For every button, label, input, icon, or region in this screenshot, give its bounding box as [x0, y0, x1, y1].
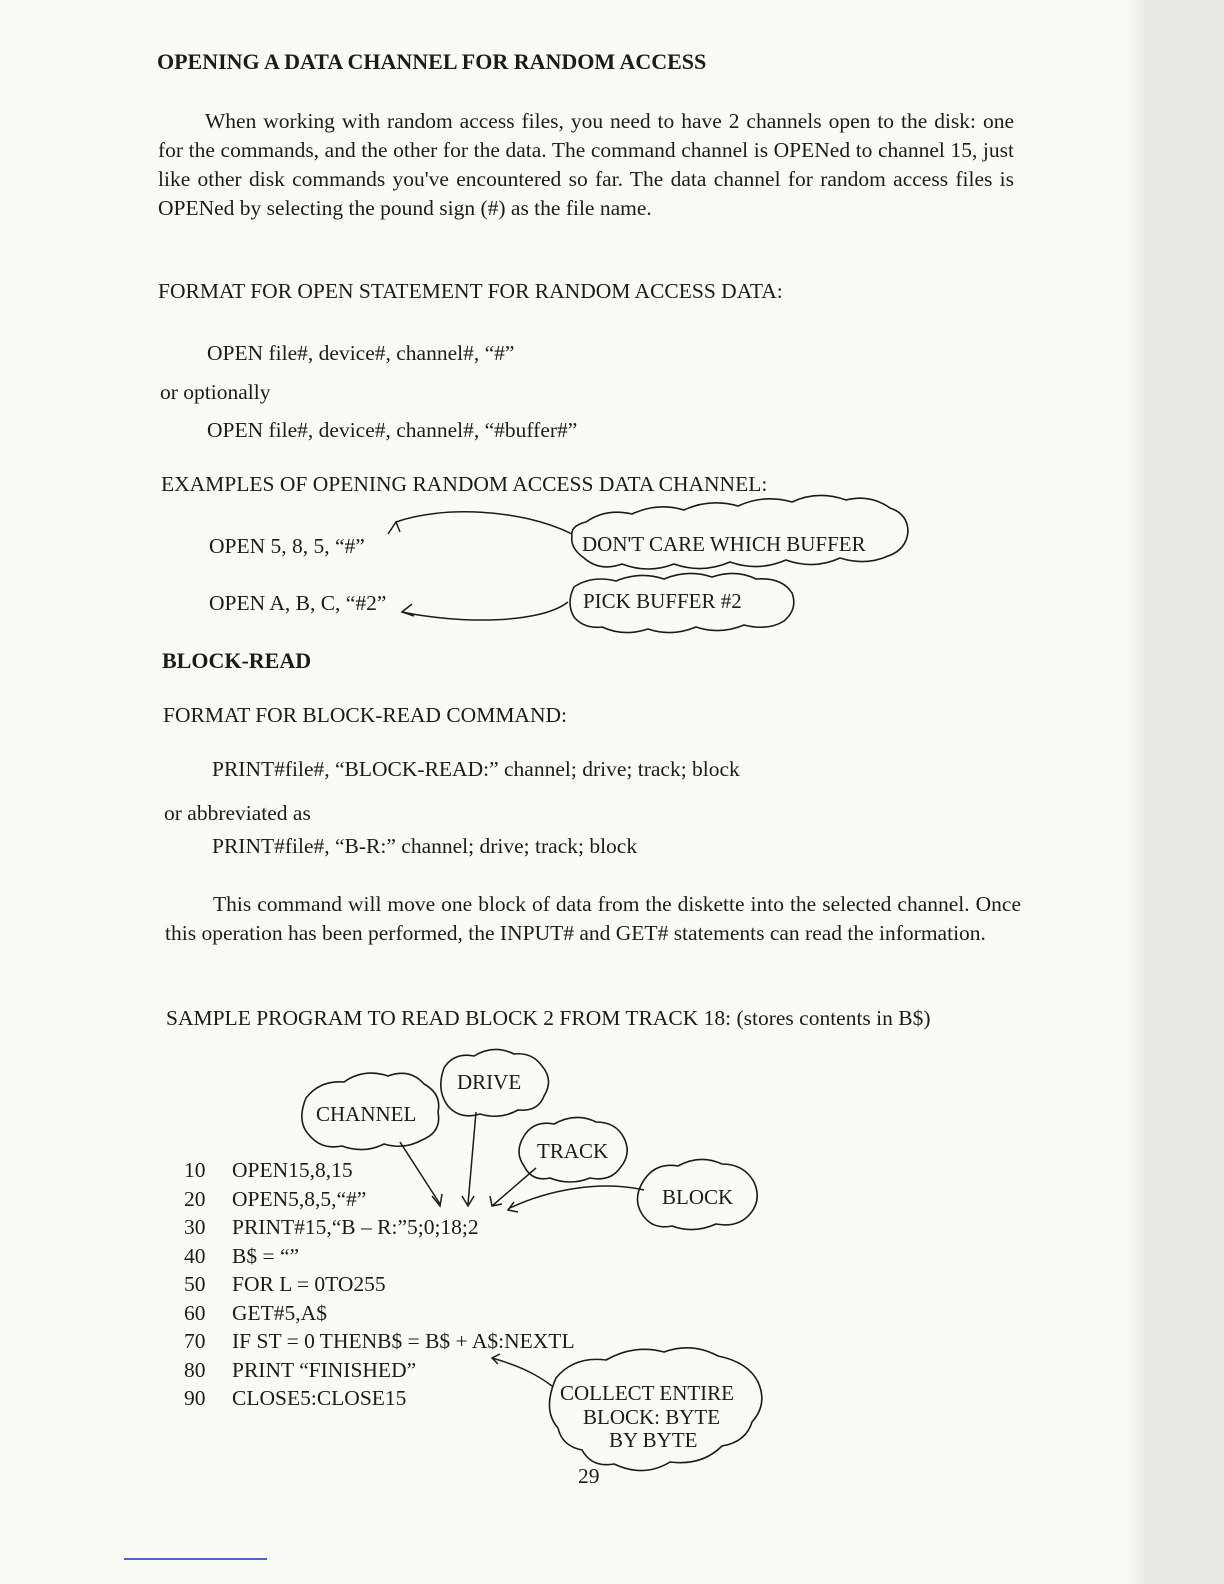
program-line-code: PRINT “FINISHED”: [232, 1357, 417, 1382]
program-line-number: 80: [184, 1357, 206, 1382]
arrowhead-dont-care: [388, 522, 400, 534]
page-number: 29: [578, 1464, 600, 1488]
cloud-track: [519, 1117, 627, 1182]
arrow-pick-buffer: [402, 602, 568, 620]
arrow-collect: [492, 1358, 552, 1386]
example-open-line-2: OPEN A, B, C, “#2”: [209, 591, 387, 615]
format-block-read-line-1: PRINT#file#, “BLOCK-READ:” channel; drive; track; block: [212, 757, 740, 781]
callout-collect-line-2: BLOCK: BYTE: [583, 1405, 721, 1429]
arrowhead-track: [490, 1196, 502, 1206]
program-line-number: 70: [184, 1329, 206, 1353]
cloud-collect-entire: [549, 1348, 761, 1471]
or-optionally-text: or optionally: [160, 380, 271, 404]
callout-block-text: BLOCK: [662, 1185, 734, 1209]
program-line-code: PRINT#15,“B – R:”5;0;18;2: [232, 1215, 479, 1239]
callout-track-text: TRACK: [537, 1139, 609, 1163]
callout-channel-text: CHANNEL: [316, 1102, 417, 1126]
cloud-pick-buffer: [570, 573, 794, 632]
cloud-drive: [441, 1049, 549, 1116]
callout-drive-text: DRIVE: [457, 1070, 522, 1094]
program-line-number: 60: [184, 1300, 206, 1325]
example-open-line-1: OPEN 5, 8, 5, “#”: [209, 534, 365, 558]
program-line-code: OPEN5,8,5,“#”: [232, 1186, 367, 1211]
program-line-number: 90: [184, 1386, 206, 1410]
program-line-number: 30: [184, 1215, 206, 1239]
callout-dont-care-text: DON'T CARE WHICH BUFFER: [582, 532, 866, 556]
block-read-paragraph-text: This command will move one block of data from the diskette into the selected channel. Once this operation has been performed, the INPUT# and GET# statements can read the information.: [165, 892, 1021, 945]
format-open-line-2: OPEN file#, device#, channel#, “#buffer#”: [207, 418, 578, 442]
arrow-drive: [468, 1112, 476, 1204]
format-open-title: FORMAT FOR OPEN STATEMENT FOR RANDOM ACCESS DATA:: [158, 279, 783, 303]
heading-block-read: BLOCK-READ: [162, 648, 312, 673]
cloud-dont-care: [572, 495, 908, 569]
margin-underline-mark: [124, 1558, 267, 1560]
callout-collect-line-1: COLLECT ENTIRE: [560, 1381, 735, 1405]
program-line-number: 10: [184, 1158, 206, 1182]
callout-collect-line-3: BY BYTE: [609, 1428, 698, 1452]
arrow-dont-care: [396, 512, 572, 534]
format-open-line-1: OPEN file#, device#, channel#, “#”: [207, 341, 515, 365]
program-line-code: OPEN15,8,15: [232, 1158, 353, 1182]
cloud-channel: [302, 1073, 439, 1149]
program-line-code: CLOSE5:CLOSE15: [232, 1386, 407, 1410]
intro-paragraph-text: When working with random access files, you need to have 2 channels open to the disk: one for the commands, and the other for the data. The command channel is OPENed to channel 15, just like other disk commands you've encountered so far. The data channel for random access files is OPENed by selecting the pound sign (#) as the file name.: [158, 109, 1014, 220]
arrow-channel: [400, 1142, 440, 1204]
heading-opening-data-channel: OPENING A DATA CHANNEL FOR RANDOM ACCESS: [157, 49, 707, 74]
or-abbreviated-text: or abbreviated as: [164, 801, 311, 825]
examples-title: EXAMPLES OF OPENING RANDOM ACCESS DATA CHANNEL:: [161, 472, 768, 496]
format-block-read-title: FORMAT FOR BLOCK-READ COMMAND:: [163, 703, 567, 727]
program-line-number: 50: [184, 1272, 206, 1296]
program-line-code: IF ST = 0 THENB$ = B$ + A$:NEXTL: [232, 1329, 575, 1353]
cloud-block: [637, 1159, 757, 1229]
program-line-number: 20: [184, 1186, 206, 1211]
program-line-number: 40: [184, 1243, 206, 1268]
callout-pick-buffer-text: PICK BUFFER #2: [583, 589, 742, 613]
program-line-code: B$ = “”: [232, 1243, 300, 1268]
program-line-code: FOR L = 0TO255: [232, 1272, 386, 1296]
program-line-code: GET#5,A$: [232, 1300, 327, 1325]
arrow-block: [510, 1186, 644, 1208]
sample-program-title-text: SAMPLE PROGRAM TO READ BLOCK 2 FROM TRACK 18: (stores contents in B$): [166, 1006, 931, 1030]
format-block-read-line-2: PRINT#file#, “B-R:” channel; drive; track; block: [212, 834, 638, 858]
